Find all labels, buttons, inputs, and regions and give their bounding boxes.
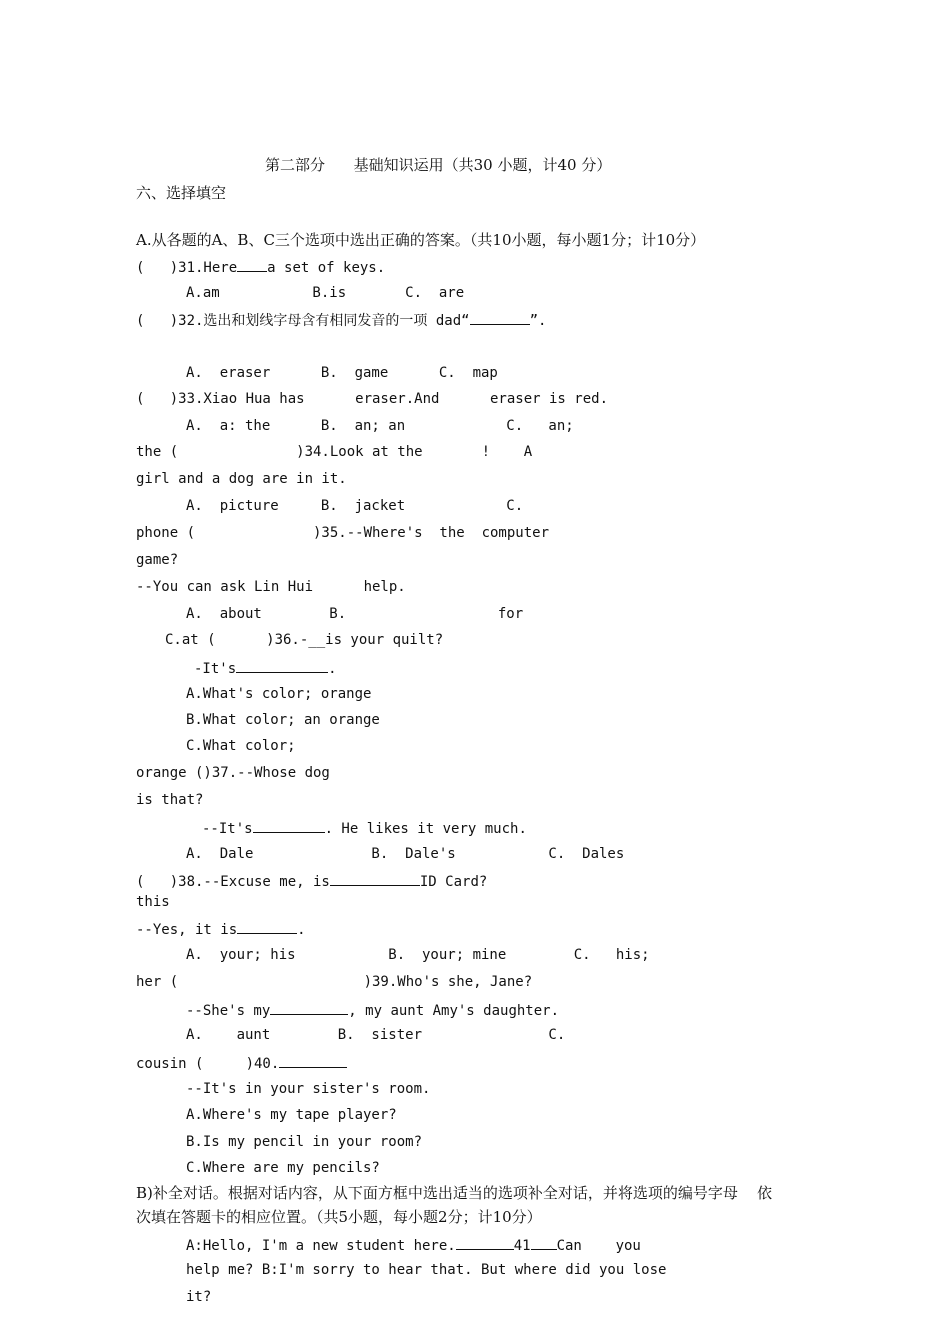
q40-option-c: C.Where are my pencils? [186, 1160, 380, 1176]
q32-stem-a: ( )32.选出和划线字母含有相同发音的一项 dad“ [136, 313, 470, 329]
q37-answer [202, 818, 527, 838]
q38-options: A. your; his B. your; mine C. his; [186, 947, 650, 963]
q40-blank [279, 1053, 347, 1068]
q33-options: A. a: the B. an; an C. an; [186, 418, 574, 434]
q37-answer-suffix: . He likes it very much. [324, 821, 527, 837]
q38-stem-cont: this [136, 894, 170, 910]
q38-answer [136, 919, 306, 939]
q34-stem: the ( )34.Look at the ! A [136, 444, 533, 460]
q31-stem [136, 257, 385, 277]
q40-stem-a: cousin ( )40. [136, 1056, 280, 1072]
q38-stem-a2: ID Card? [419, 874, 488, 890]
q31-stem-a: ( )31.Here [136, 260, 238, 276]
q38-blank-2 [237, 919, 297, 934]
q36-answer [194, 658, 337, 678]
q35-options: A. about B. for [186, 606, 524, 622]
q37-blank [253, 818, 325, 833]
dialogue-line-1-b: Can you [556, 1238, 641, 1254]
q35-answer: --You can ask Lin Hui help. [136, 579, 406, 595]
q31-options: A.am B.is C. are [186, 285, 465, 301]
dialogue-blank-41 [456, 1235, 514, 1250]
q40-option-a: A.Where's my tape player? [186, 1107, 397, 1123]
partB-instruction-1: B)补全对话。根据对话内容，从下面方框中选出适当的选项补全对话，并将选项的编号字母 依 [136, 1184, 772, 1202]
q40-answer: --It's in your sister's room. [186, 1081, 431, 1097]
partA-instruction: A.从各题的A、B、C三个选项中选出正确的答案。（共10小题，每小题1分；计10分） [136, 231, 706, 249]
q31-stem-b: a set of keys. [267, 260, 386, 276]
q33-stem: ( )33.Xiao Hua has eraser.And eraser is red. [136, 391, 609, 407]
q32-stem [136, 310, 546, 330]
q37-stem-cont: is that? [136, 792, 204, 808]
q36-stem: C.at ( )36.-__is your quilt? [165, 632, 444, 648]
q39-options: A. aunt B. sister C. [186, 1027, 566, 1043]
dialogue-blank-41-tail [531, 1235, 557, 1250]
q40-stem [136, 1053, 347, 1073]
q36-option-a: A.What's color; orange [186, 686, 372, 702]
q34-stem-cont: girl and a dog are in it. [136, 471, 347, 487]
q38-stem-a: ( )38.--Excuse me, is [136, 874, 330, 890]
dialogue-line-3: it? [186, 1289, 212, 1305]
q32-options: A. eraser B. game C. map [186, 365, 498, 381]
q39-answer-prefix: --She's my [186, 1003, 271, 1019]
q37-answer-prefix: --It's [202, 821, 253, 837]
section-title: 第二部分 基础知识运用（共30 小题，计40 分） [265, 156, 612, 174]
q36-option-b: B.What color; an orange [186, 712, 380, 728]
q39-stem: her ( )39.Who's she, Jane? [136, 974, 533, 990]
q36-option-c: C.What color; [186, 738, 296, 754]
q36-answer-suffix: . [328, 661, 337, 677]
dialogue-line-2: help me? B:I'm sorry to hear that. But where did you lose [186, 1262, 667, 1278]
q32-blank [470, 310, 530, 325]
dialogue-line-1 [186, 1235, 641, 1255]
q39-answer-suffix: , my aunt Amy's daughter. [348, 1003, 560, 1019]
dialogue-line-1-a: A:Hello, I'm a new student here. [186, 1238, 456, 1254]
q39-answer [186, 1000, 559, 1020]
q38-answer-prefix: --Yes, it is [136, 922, 238, 938]
q31-blank [237, 257, 267, 272]
q35-stem: phone ( )35.--Where's the computer [136, 525, 550, 541]
q35-stem-cont: game? [136, 552, 179, 568]
q32-stem-b: ”. [529, 313, 547, 329]
partB-instruction-2: 次填在答题卡的相应位置。（共5小题，每小题2分；计10分） [136, 1208, 542, 1226]
q39-blank [270, 1000, 348, 1015]
q38-blank-1 [330, 871, 420, 886]
q38-answer-suffix: . [297, 922, 306, 938]
q40-option-b: B.Is my pencil in your room? [186, 1134, 423, 1150]
q34-options: A. picture B. jacket C. [186, 498, 524, 514]
q37-options: A. Dale B. Dale's C. Dales [186, 846, 625, 862]
part6-title: 六、选择填空 [136, 184, 227, 202]
q36-answer-prefix: -It's [194, 661, 237, 677]
dialogue-number-41: 41 [513, 1238, 531, 1254]
q38-stem [136, 871, 487, 891]
q37-stem: orange ()37.--Whose dog [136, 765, 330, 781]
q36-blank [236, 658, 328, 673]
